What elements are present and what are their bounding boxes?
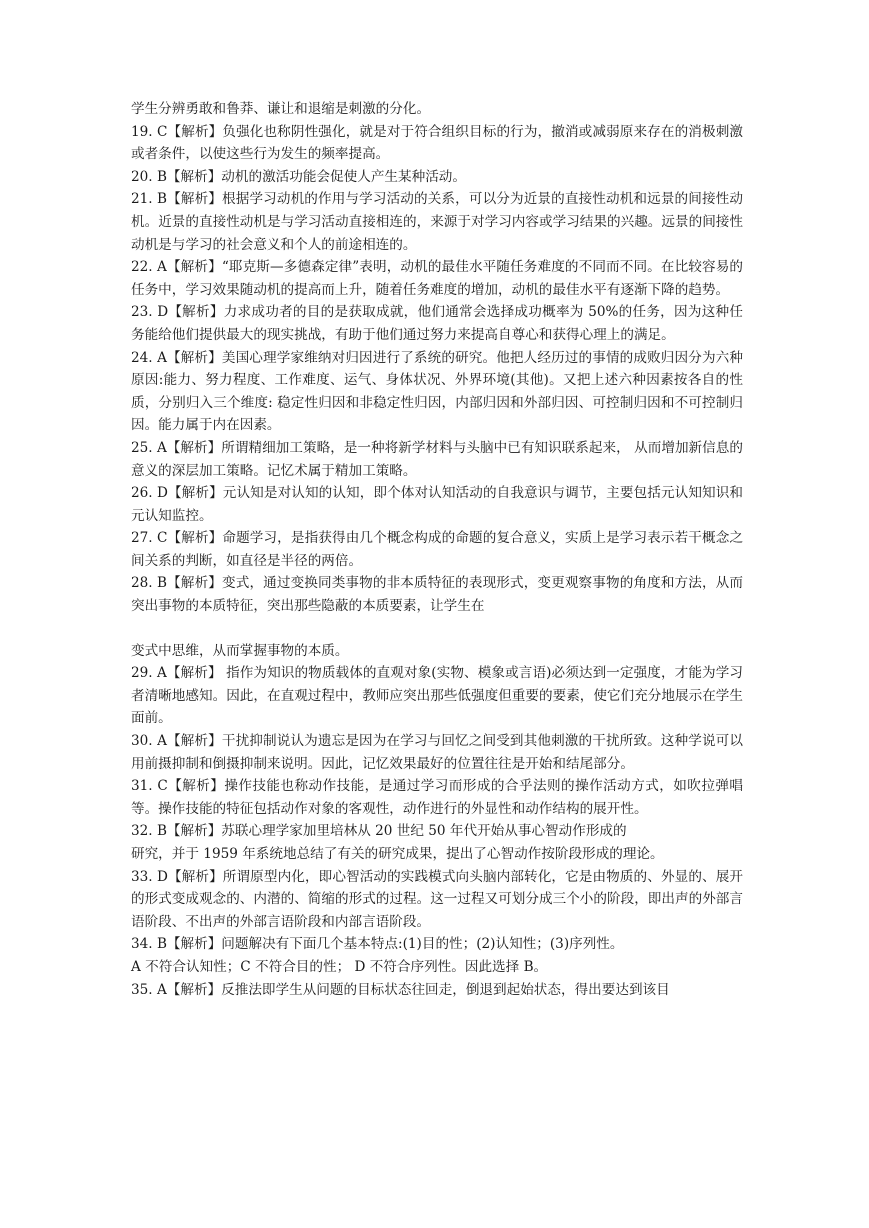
paragraph: 学生分辨勇敢和鲁莽、谦让和退缩是刺激的分化。 xyxy=(131,101,431,117)
paragraph: 27. C【解析】命题学习，是指获得由几个概念构成的命题的复合意义，实质上是学习表示若干概念之间关系的判断，如直径是半径的两倍。 xyxy=(131,530,743,569)
paragraph: 34. B【解析】问题解决有下面几个基本特点:(1)目的性；(2)认知性；(3)序列性。 xyxy=(131,936,624,953)
paragraph: 变式中思维，从而掌握事物的本质。 xyxy=(131,642,349,659)
paragraph: A 不符合认知性；C 不符合目的性； D 不符合序列性。因此选择 B。 xyxy=(131,958,548,975)
paragraph: 25. A【解析】所谓精细加工策略，是一种将新学材料与头脑中已有知识联系起来， 从而增加新信息的意义的深层加工策略。记忆术属于精加工策略。 xyxy=(131,439,743,479)
paragraph: 研究，并于 1959 年系统地总结了有关的研究成果，提出了心智动作按阶段形成的理论。 xyxy=(131,846,664,862)
paragraph: 19. C【解析】负强化也称阴性强化，就是对于符合组织目标的行为，撤消或减弱原来存在的消极刺激或者条件，以使这些行为发生的频率提高。 xyxy=(131,123,743,163)
paragraph: 35. A【解析】反推法即学生从问题的目标状态往回走，倒退到起始状态，得出要达到该目 xyxy=(131,981,670,998)
paragraph: 33. D【解析】所谓原型内化，即心智活动的实践模式向头脑内部转化，它是由物质的、外显的、展开的形式变成观念的、内潜的、简缩的形式的过程。这一过程又可划分成三个小的阶段，即出声的外部言语阶段、不出声的外部言语阶段和内部言语阶段。 xyxy=(131,868,743,930)
paragraph: 22. A【解析】“耶克斯—多德森定律”表明，动机的最佳水平随任务难度的不同而不同。在比较容易的任务中，学习效果随动机的提高而上升，随着任务难度的增加，动机的最佳水平有逐渐下降的趋势。 xyxy=(131,259,743,298)
paragraph: 23. D【解析】力求成功者的目的是获取成就，他们通常会选择成功概率为 50%的任务，因为这种任务能给他们提供最大的现实挑战，有助于他们通过努力来提高自尊心和获得心理上的满足。 xyxy=(131,304,743,343)
paragraph: 30. A【解析】干扰抑制说认为遗忘是因为在学习与回忆之间受到其他刺激的干扰所致。这种学说可以用前摄抑制和倒摄抑制来说明。因此，记忆效果最好的位置往往是开始和结尾部分。 xyxy=(131,733,743,772)
block-gap xyxy=(131,618,743,640)
paragraph: 24. A【解析】美国心理学家维纳对归因进行了系统的研究。他把人经历过的事情的成败归因分为六种原因:能力、努力程度、工作难度、运气、身体状况、外界环境(其他)。又把上述六种因素按各自的性质，分别归入三个维度: 稳定性归因和非稳定性归因，内部归因和外部归因、可控制归因和不可控制归因。能力属于内在因素。 xyxy=(131,349,743,434)
answer-explanations xyxy=(131,98,743,1001)
paragraph: 31. C【解析】操作技能也称动作技能，是通过学习而形成的合乎法则的操作活动方式，如吹拉弹唱等。操作技能的特征包括动作对象的客观性，动作进行的外显性和动作结构的展开性。 xyxy=(131,778,743,817)
paragraph: 28. B【解析】变式，通过变换同类事物的非本质特征的表现形式，变更观察事物的角度和方法，从而突出事物的本质特征，突出那些隐蔽的本质要素，让学生在 xyxy=(131,575,743,615)
paragraph: 32. B【解析】苏联心理学家加里培林从 20 世纪 50 年代开始从事心智动作形成的 xyxy=(131,823,627,840)
paragraph: 29. A【解析】 指作为知识的物质载体的直观对象(实物、模象或言语)必须达到一定强度，才能为学习者清晰地感知。因此，在直观过程中，教师应突出那些低强度但重要的要素，使它们充分地展示在学生面前。 xyxy=(131,665,743,727)
paragraph: 20. B【解析】动机的激活功能会促使人产生某种活动。 xyxy=(131,168,466,185)
paragraph: 21. B【解析】根据学习动机的作用与学习活动的关系，可以分为近景的直接性动机和远景的间接性动机。近景的直接性动机是与学习活动直接相连的，来源于对学习内容或学习结果的兴趣。远景的间接性动机是与学习的社会意义和个人的前途相连的。 xyxy=(131,191,743,253)
paragraph: 26. D【解析】元认知是对认知的认知，即个体对认知活动的自我意识与调节，主要包括元认知知识和元认知监控。 xyxy=(131,485,743,524)
